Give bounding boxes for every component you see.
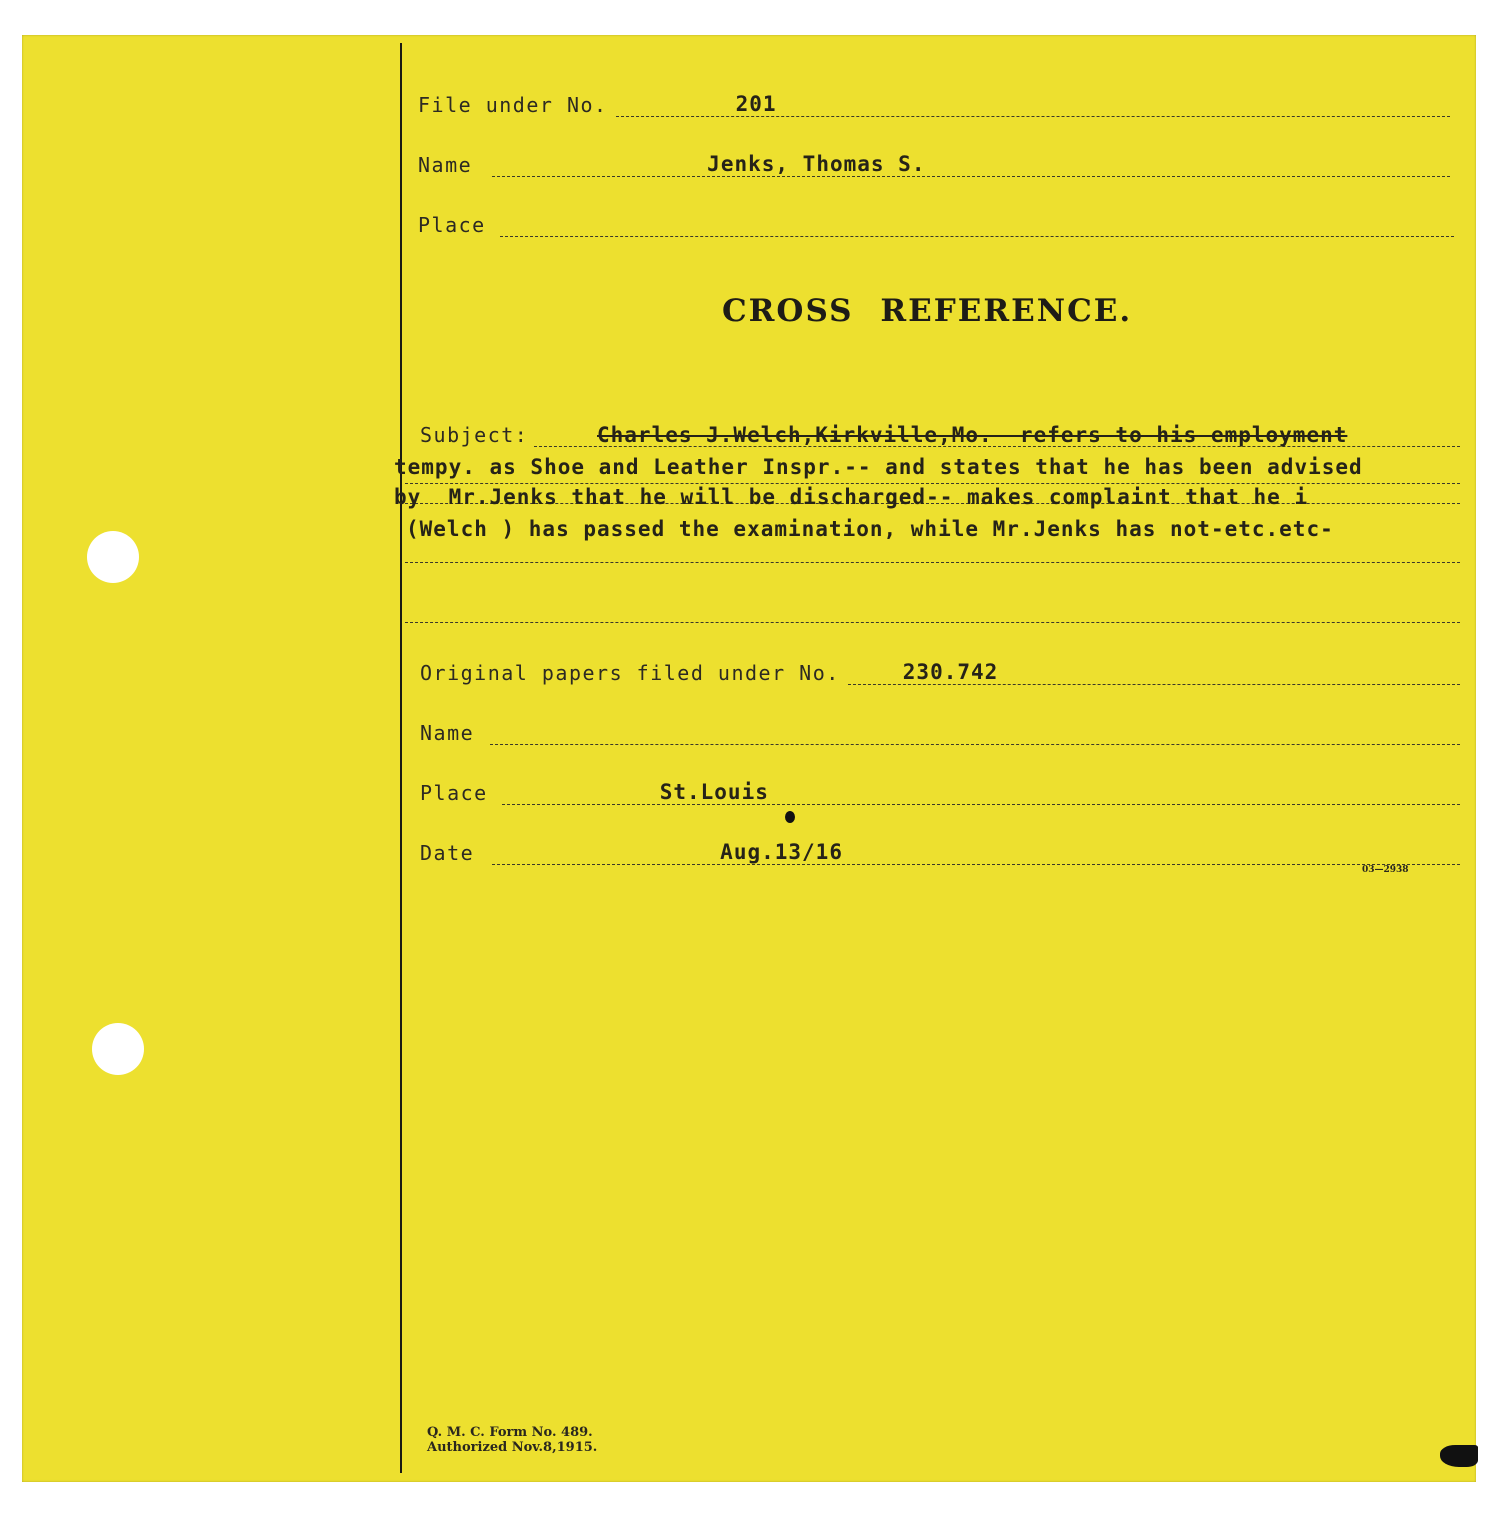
original-name-field xyxy=(490,722,1460,745)
original-date-field xyxy=(492,842,1460,865)
original-place-row xyxy=(420,781,1460,805)
name-value: Jenks, Thomas S. xyxy=(707,152,926,176)
file-number-row xyxy=(418,93,1450,117)
name-field xyxy=(492,154,1450,177)
margin-rule xyxy=(400,43,402,1473)
punch-hole-bottom xyxy=(92,1023,144,1075)
ink-dot xyxy=(785,811,795,823)
original-place-value: St.Louis xyxy=(659,780,769,804)
punch-hole-top xyxy=(87,531,139,583)
original-date-label: Date xyxy=(420,841,475,865)
form-number-line-2: Authorized Nov.8,1915. xyxy=(427,1440,598,1455)
original-place-label: Place xyxy=(420,781,488,805)
form-number xyxy=(427,1425,597,1455)
ink-blot xyxy=(1440,1445,1478,1467)
form-title: CROSS REFERENCE. xyxy=(722,293,1133,329)
file-number-field xyxy=(616,94,1450,117)
subject-line-4: (Welch ) has passed the examination, while Mr.Jenks has not-etc.etc- xyxy=(406,517,1334,541)
file-number-label: File under No. xyxy=(418,93,608,117)
place-row xyxy=(418,213,1454,237)
original-number-field xyxy=(848,662,1460,685)
name-label: Name xyxy=(418,153,473,177)
subject-rule-5 xyxy=(405,622,1460,623)
original-number-value: 230.742 xyxy=(902,660,999,684)
cross-reference-card xyxy=(22,35,1476,1482)
name-row xyxy=(418,153,1450,177)
place-field xyxy=(500,214,1454,237)
original-name-row xyxy=(420,721,1460,745)
subject-rule-4 xyxy=(405,562,1460,563)
subject-line-1: Charles J.Welch,Kirkville,Mo. refers to his employment xyxy=(597,423,1348,447)
subject-line-2: tempy. as Shoe and Leather Inspr.-- and states that he has been advised xyxy=(394,455,1363,479)
original-place-field xyxy=(502,782,1460,805)
original-name-label: Name xyxy=(420,721,475,745)
place-label: Place xyxy=(418,213,486,237)
form-number-line-1: Q. M. C. Form No. 489. xyxy=(427,1425,593,1440)
original-number-label: Original papers filed under No. xyxy=(420,661,840,685)
file-number-value: 201 xyxy=(735,92,777,116)
original-date-value: Aug.13/16 xyxy=(720,840,843,864)
print-code: 03—2938 xyxy=(1362,865,1409,875)
original-number-row xyxy=(420,661,1460,685)
subject-line-3: by Mr.Jenks that he will be discharged-- makes complaint that he i xyxy=(394,485,1309,509)
subject-rule-2 xyxy=(405,483,1460,484)
original-date-row xyxy=(420,841,1460,865)
subject-label: Subject: xyxy=(420,423,529,447)
